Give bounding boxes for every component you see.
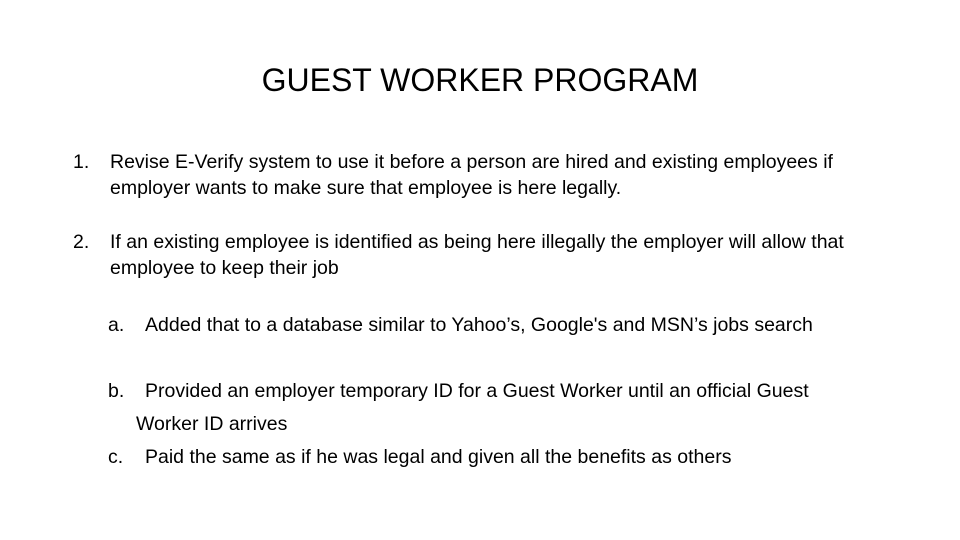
sub-item-text: Provided an employer temporary ID for a Guest Worker until an official Guest Worker ID arrives (136, 380, 809, 435)
slide-title: GUEST WORKER PROGRAM (261, 62, 699, 98)
list-item-text: If an existing employee is identified as being here illegally the employer will allow that employee to keep their job (110, 231, 844, 279)
list-item-text: Revise E-Verify system to use it before a person are hired and existing employees if employer wants to make sure that employee is here legally. (110, 151, 833, 199)
list-number: 2. (73, 231, 90, 253)
sub-item-letter: c. (108, 446, 124, 468)
sub-item-letter: a. (108, 314, 125, 336)
list-number: 1. (73, 151, 90, 173)
sub-item-letter: b. (108, 380, 125, 402)
sub-item-text: Added that to a database similar to Yahoo’s, Google's and MSN’s jobs search (145, 314, 813, 336)
sub-item-text: Paid the same as if he was legal and given all the benefits as others (145, 446, 732, 468)
